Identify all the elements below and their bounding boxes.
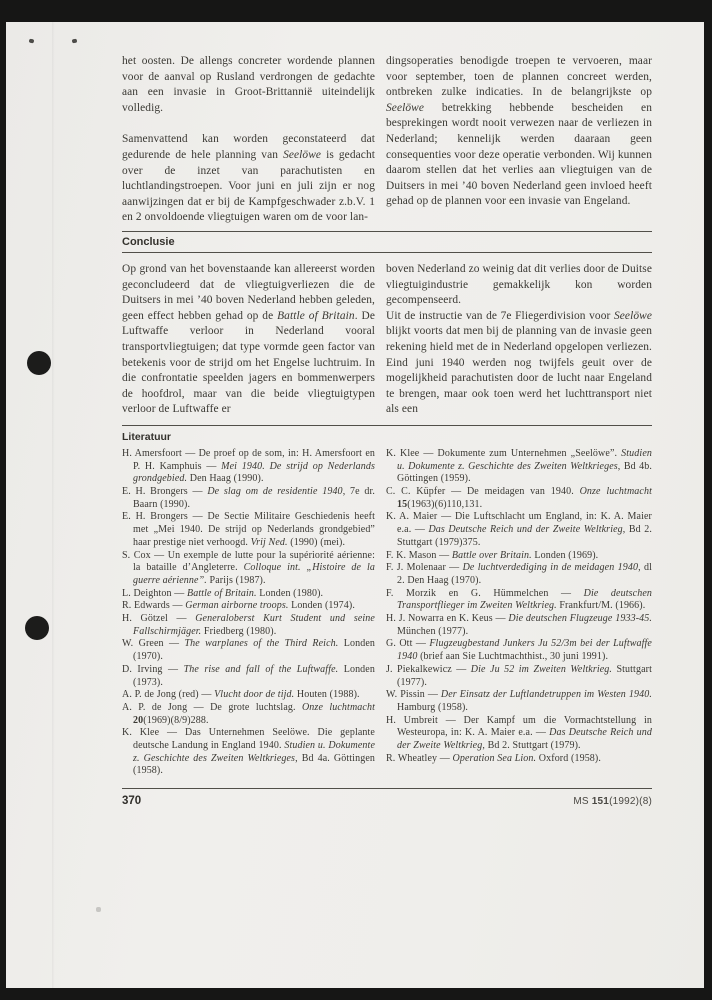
literature-entry: A. P. de Jong — De grote luchtslag. Onze luchtmacht 20(1969)(8/9)288.	[122, 701, 375, 726]
intro-section	[122, 54, 652, 226]
page-footer	[122, 788, 652, 807]
literature-entry: F. Morzik en G. Hümmelchen — Die deutschen Transportflieger im Zweiten Weltkrieg. Frankfurt/M. (1966).	[386, 587, 652, 612]
literature-entry: H. Amersfoort — De proef op de som, in: H. Amersfoort en P. H. Kamphuis — Mei 1940. De strijd op Nederlands grondgebied. Den Haag (1990).	[122, 447, 375, 485]
page-crease	[52, 22, 55, 988]
literature-entry: K. A. Maier — Die Luftschlacht um England, in: K. A. Maier e.a. — Das Deutsche Reich und der Zweite Weltkrieg, Bd 2. Stuttgart (1979)375.	[386, 511, 653, 548]
conclusie-right-column	[386, 262, 652, 418]
literature-entry: R. Edwards — German airborne troops. Londen (1974).	[122, 600, 355, 612]
literatuur-right-column	[386, 448, 652, 766]
literature-entry: W. Pissin — Der Einsatz der Luftlandetruppen im Westen 1940. Hamburg (1958).	[386, 689, 652, 713]
literature-entry: F. J. Molenaar — De luchtverdediging in de meidagen 1940, dl 2. Den Haag (1970).	[386, 562, 653, 586]
intro-right-column	[386, 54, 652, 210]
section-rule	[122, 425, 652, 426]
literature-entry: S. Cox — Un exemple de lutte pour la supériorité aérienne: la bataille d’Angleterre. Colloque int. „Histoire de la guerre aérienne”. Parijs (1987).	[122, 549, 375, 586]
paragraph: dingsoperaties benodigde troepen te vervoeren, maar voor september, toen de plannen concreet werden, ontbreken zulke indicaties. In de belangrijkste op Seelöwe betrekking hebbende bescheiden en besprekingen wordt nooit verwezen naar de verliezen in Nederland; kennelijk werden daaraan geen consequenties voor deze operatie verbonden. Wij kunnen daarom stellen dat het verlies aan vliegtuigen van de Duitsers in mei ’40 boven Nederland geen invloed heeft gehad op de plannen voor een invasie van Engeland.	[386, 55, 652, 208]
paragraph: boven Nederland zo weinig dat dit verlies door de Duitse vliegtuigindustrie gemakkelijk kon worden gecompenseerd.	[386, 262, 652, 307]
literatuur-heading: Literatuur	[122, 430, 172, 443]
paragraph: Samenvattend kan worden geconstateerd dat gedurende de hele planning van Seelöwe is gedacht over de inzet van parachutisten en luchtlandingstroepen. Voor juni en juli zijn er nog aanwijzingen dat er bij de Kampfgeschwader z.b.V. 1 en 2 onvoldoende vliegtuigen waren om de voor lan-	[122, 133, 376, 224]
paragraph: het oosten. De allengs concreter wordende plannen voor de aanval op Rusland verdrongen de gedachte aan een invasie in Groot-Brittannië uiteindelijk volledig.	[122, 55, 375, 114]
conclusie-left-column	[122, 262, 375, 418]
literature-entry: G. Ott — Flugzeugbestand Junkers Ju 52/3m bei der Luftwaffe 1940 (brief aan Sie Luchtmachthist., 30 juni 1991).	[386, 638, 652, 663]
literature-entry: F. K. Mason — Battle over Britain. Londen (1969).	[386, 549, 599, 561]
literature-entry: H. Umbreit — Der Kampf um die Vormachtstellung in Westeuropa, in: K. A. Maier e.a. — Das Deutsche Reich und der Zweite Weltkrieg, Bd 2. Stuttgart (1979).	[386, 714, 652, 752]
literature-entry: R. Wheatley — Operation Sea Lion. Oxford (1958).	[386, 752, 601, 764]
conclusie-section	[122, 231, 652, 418]
paragraph: Uit de instructie van de 7e Fliegerdivision voor Seelöwe blijkt voorts dat men bij de planning van de invasie geen rekening hield met de in Nederland opgelopen verliezen. Eind juni 1940 werden nog twijfels geuit over de mogelijkheid parachutisten door de lucht naar Engeland te brengen, maar ook toen werd het luchttransport niet als een	[386, 309, 652, 416]
hole-punch-bottom	[25, 616, 49, 640]
ink-speck	[96, 907, 101, 912]
article-content	[122, 54, 652, 807]
literatuur-left-column	[122, 448, 375, 778]
literature-entry: E. H. Brongers — De slag om de residentie 1940, 7e dr. Baarn (1990).	[122, 485, 375, 510]
literature-entry: C. C. Küpfer — De meidagen van 1940. Onze luchtmacht 15(1963)(6)110,131.	[386, 485, 652, 510]
journal-reference: MS 151(1992)(8)	[573, 796, 652, 808]
ink-speck	[72, 39, 78, 44]
literature-entry: L. Deighton — Battle of Britain. Londen (1980).	[122, 587, 324, 599]
literature-entry: E. H. Brongers — De Sectie Militaire Geschiedenis heeft met „Mei 1940. De strijd op Nederlands grondgebied” haar prestige niet verhoogd. Vrij Ned. (1990) (mei).	[122, 511, 375, 548]
literature-entry: D. Irving — The rise and fall of the Luftwaffe. Londen (1973).	[122, 663, 375, 688]
literature-entry: K. Klee — Dokumente zum Unternehmen „Seelöwe”. Studien u. Dokumente z. Geschichte des Zweiten Weltkrieges, Bd 4b. Göttingen (1959).	[386, 447, 652, 485]
literature-entry: K. Klee — Das Unternehmen Seelöwe. Die geplante deutsche Landung in England 1940. Studien u. Dokumente z. Geschichte des Zweiten Weltkrieges, Bd 4a. Göttingen (1958).	[122, 727, 376, 777]
literature-entry: H. J. Nowarra en K. Keus — Die deutschen Flugzeuge 1933-45. München (1977).	[386, 613, 653, 637]
literatuur-section	[122, 425, 652, 778]
literature-entry: W. Green — The warplanes of the Third Reich. Londen (1970).	[122, 638, 375, 663]
intro-left-column	[122, 54, 375, 226]
conclusie-heading: Conclusie	[122, 235, 175, 248]
literature-entry: H. Götzel — Generaloberst Kurt Student und seine Fallschirmjäger. Friedberg (1980).	[122, 613, 375, 637]
scanned-page	[6, 22, 704, 988]
hole-punch-top	[27, 351, 51, 375]
literature-entry: A. P. de Jong (red) — Vlucht door de tijd. Houten (1988).	[122, 689, 360, 701]
literature-entry: J. Piekalkewicz — Die Ju 52 im Zweiten Weltkrieg. Stuttgart (1977).	[386, 663, 652, 688]
conclusie-heading-box	[122, 231, 652, 253]
page-number: 370	[122, 795, 142, 808]
paragraph: Op grond van het bovenstaande kan allereerst worden geconcludeerd dat de vliegtuigverliezen die de Duitsers in mei ’40 boven Nederland hebben geleden, geen effect hebben gehad op de Battle of Britain. De Luftwaffe verloor in Nederland vooral transportvliegtuigen; dat type vormde geen factor van betekenis voor de strijd om het Engelse luchtruim. In die confrontatie speelden jagers en bommenwerpers de hoofdrol, maar van die beide vliegtuigtypen verloor de Luftwaffe er	[122, 262, 375, 416]
ink-speck	[29, 38, 35, 43]
